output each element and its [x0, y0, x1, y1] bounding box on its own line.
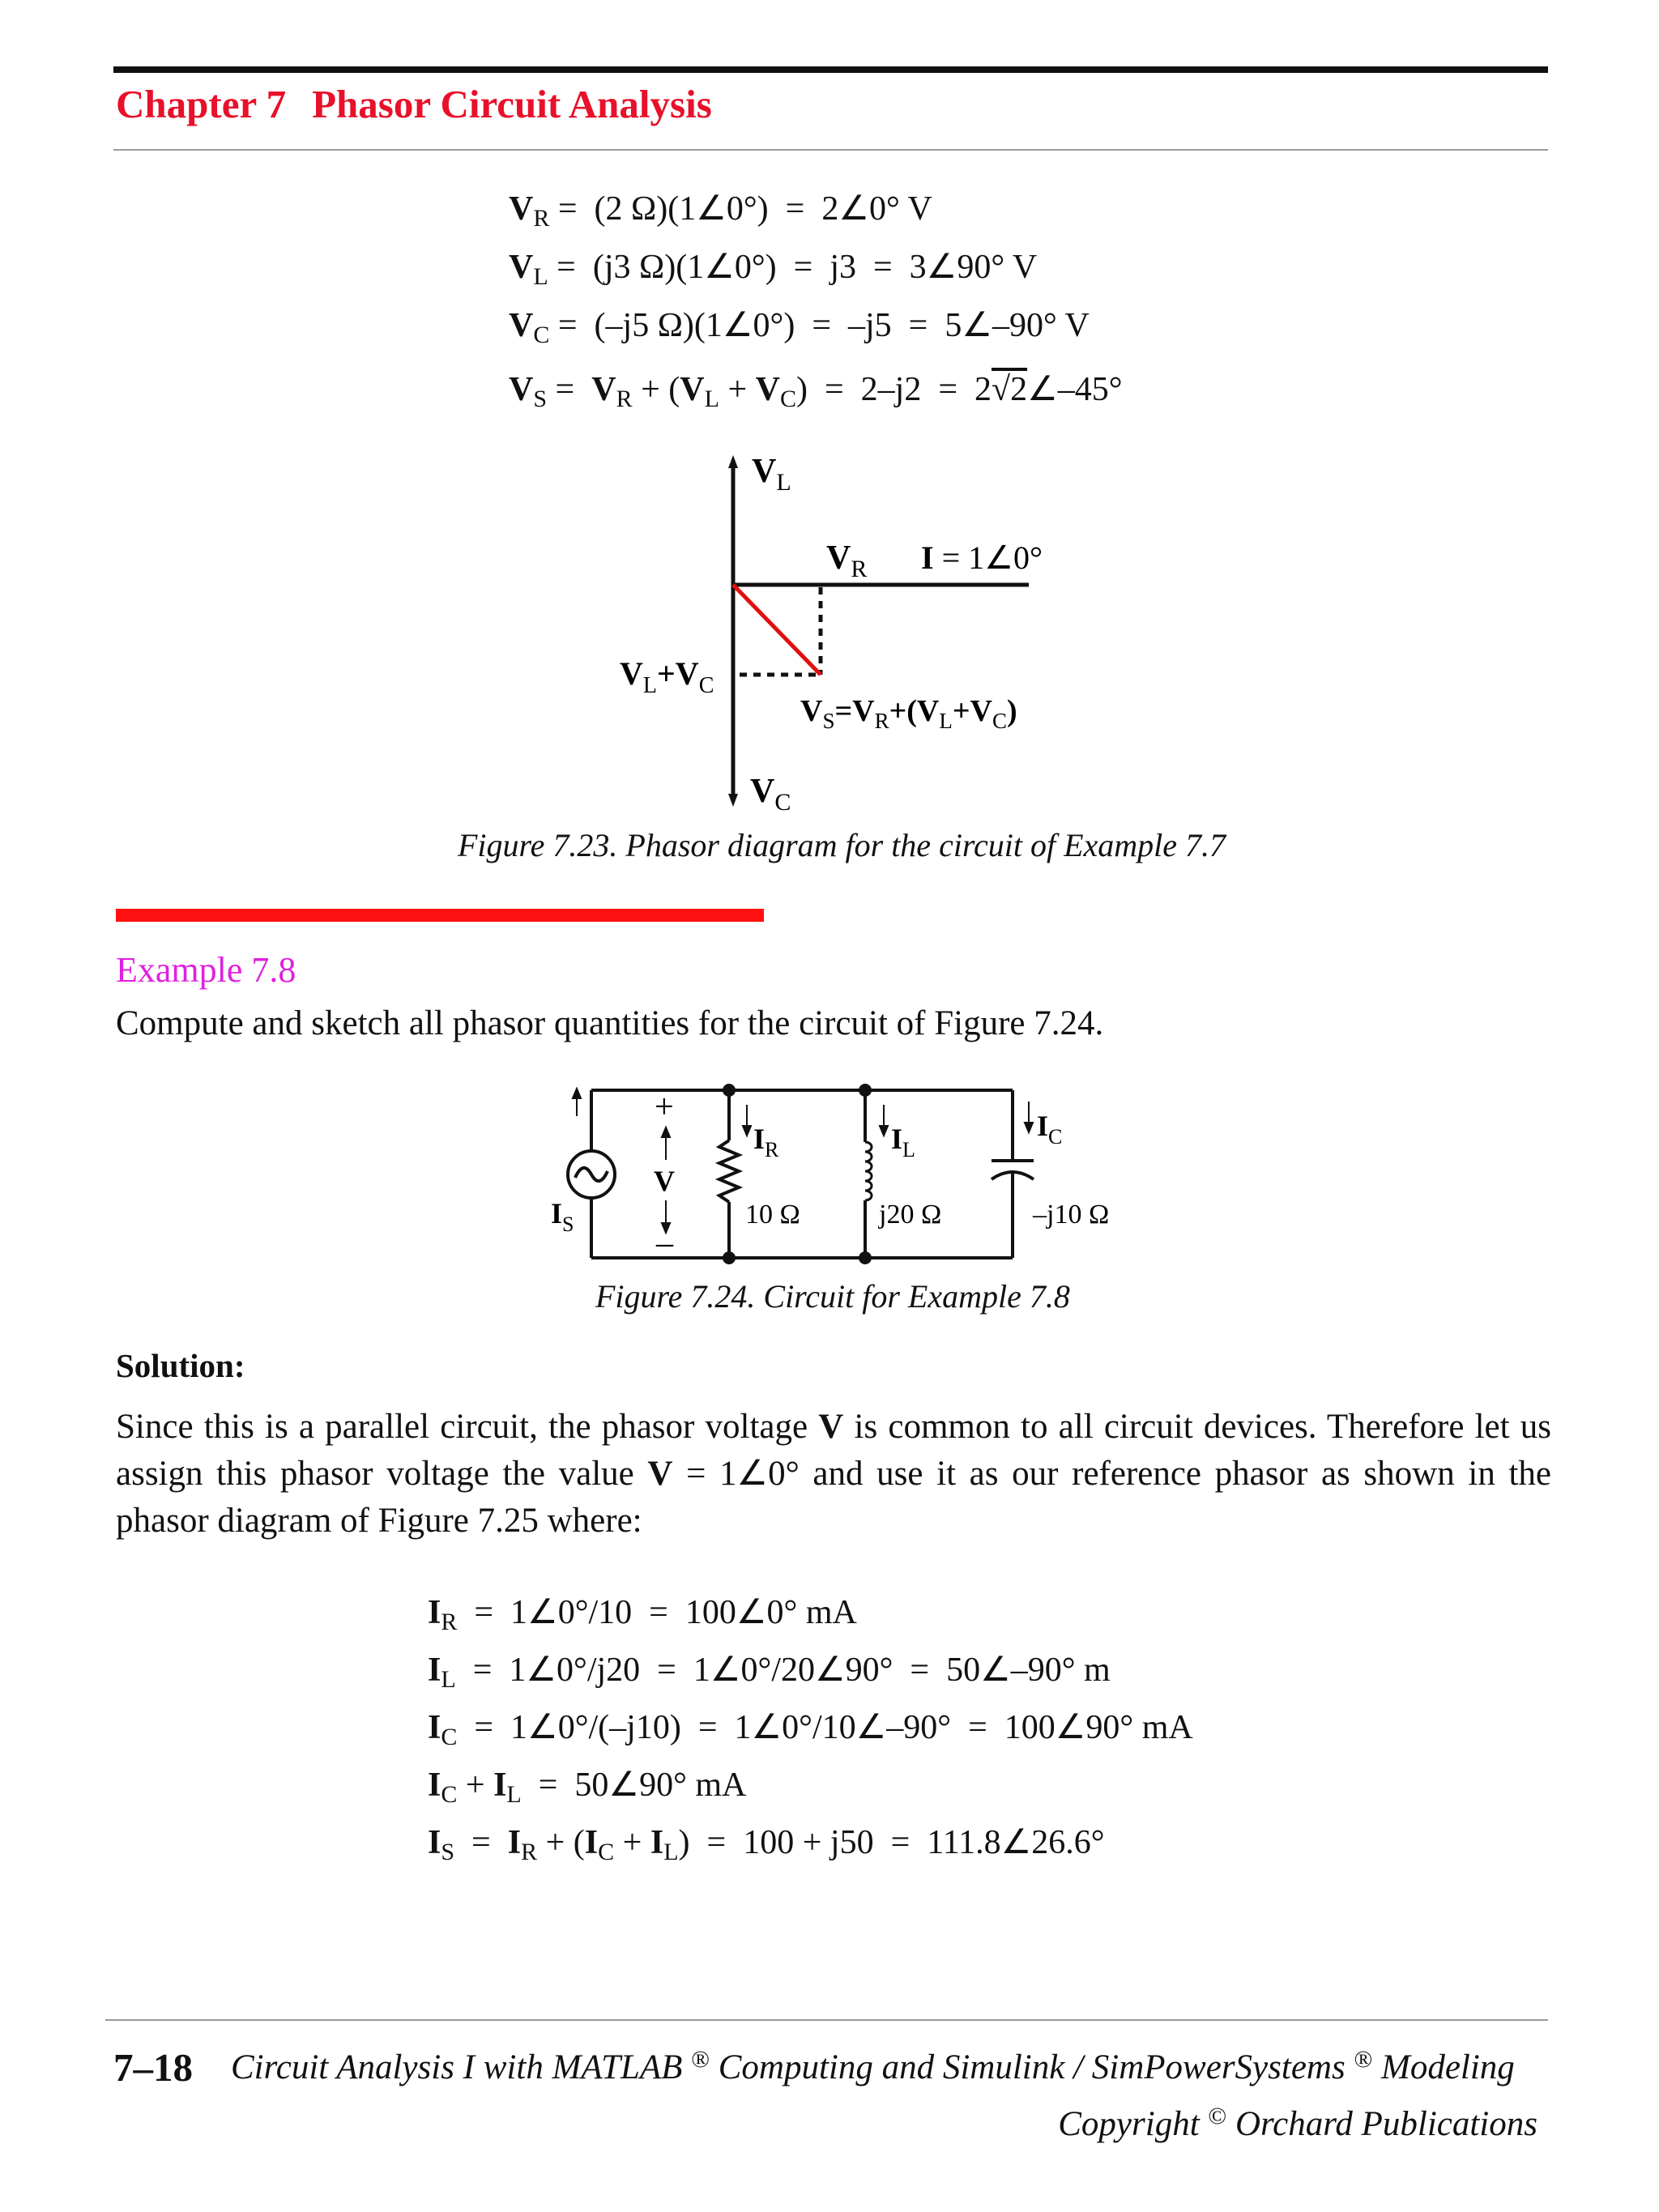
- v-plus-sign: +: [655, 1089, 674, 1126]
- vc-arrowhead: [728, 794, 738, 807]
- example-title: Example 7.8: [116, 950, 296, 990]
- l-value: j20 Ω: [879, 1200, 942, 1230]
- equation-is: $I_S = I_R + (I_C + I_L) = 100 + j50$ = 111.8∠26.6°: [428, 1824, 1105, 1865]
- label-current: I = 1∠0°: [921, 539, 1043, 576]
- figure-7-24-caption: Figure 7.24. Circuit for Example 7.8: [595, 1278, 1070, 1315]
- equation-ir: $I_R$ = 1∠0°/10 = 100∠0° mA: [428, 1594, 857, 1635]
- ic-arrow-head: [1025, 1123, 1033, 1132]
- chapter-title: Phasor Circuit Analysis: [312, 82, 712, 126]
- header-top-bar: [113, 66, 1548, 73]
- circuit-diagram: [535, 1077, 1150, 1272]
- label-vl: $V_L$: [752, 453, 791, 496]
- footer-copyright: Copyright © Orchard Publications: [1058, 2103, 1537, 2143]
- header-rule: [113, 149, 1548, 151]
- registered-mark: ®: [1354, 2046, 1373, 2073]
- solution-heading: Solution:: [116, 1347, 245, 1384]
- example-red-bar: [116, 909, 764, 922]
- equation-il: $I_L$ = 1∠0°/j20 = 1∠0°/20∠90° = 50∠–90° m: [428, 1652, 1111, 1693]
- c-value: –j10 Ω: [1033, 1200, 1110, 1230]
- ac-wave-icon: [575, 1168, 608, 1181]
- example-statement: Compute and sketch all phasor quantities for the circuit of Figure 7.24.: [116, 1004, 1104, 1042]
- footer-rule: [105, 2019, 1548, 2021]
- resistor-zigzag: [719, 1140, 739, 1202]
- r-value: 10 Ω: [745, 1200, 800, 1230]
- label-vc: $V_C$: [750, 773, 791, 816]
- ir-arrow-head: [743, 1126, 751, 1136]
- figure-7-23-caption: Figure 7.23. Phasor diagram for the circuit of Example 7.7: [458, 827, 1226, 863]
- v-minus-sign: –: [656, 1225, 673, 1262]
- equation-vs: $V_S = V_R + (V_L + V_C) = 2-j2$ = 2√2∠–45°: [509, 371, 1123, 412]
- node-dot: [723, 1084, 736, 1097]
- vl-arrowhead: [728, 455, 738, 468]
- v-label: V: [654, 1165, 675, 1197]
- chapter-heading: [116, 81, 712, 127]
- registered-mark: ®: [691, 2046, 710, 2073]
- equation-vr: $V_R = (2$ Ω)(1∠0°) = 2∠0° V: [509, 190, 932, 232]
- is-label: $I_S$: [551, 1197, 574, 1236]
- solution-paragraph: Since this is a parallel circuit, the phasor voltage V is common to all circuit devices. Therefore let us assign this phasor voltage the value V = 1∠0° and use it as our reference phasor as shown in the phasor diagram of Figure 7.25 where:: [116, 1408, 1551, 1540]
- label-vs-sum: $V_S=V_R+(V_L+V_C)$: [800, 694, 1017, 733]
- source-arrow-head: [573, 1089, 581, 1098]
- inductor-coil: [865, 1142, 872, 1200]
- node-dot: [723, 1251, 736, 1264]
- label-vr: $V_R$: [826, 539, 868, 582]
- chapter-number: Chapter 7: [116, 82, 287, 126]
- label-vl-plus-vc: $V_L+V_C$: [620, 655, 714, 698]
- il-label: $I_L$: [891, 1123, 915, 1161]
- equation-ic-plus-il: $I_C + I_L$ = 50∠90° mA: [428, 1767, 747, 1808]
- equation-ic: $I_C$ = 1∠0°/(–j10) = 1∠0°/10∠–90° = 100∠90° mA: [428, 1709, 1193, 1750]
- node-dot: [859, 1084, 872, 1097]
- voltage-arrow-up-head: [662, 1127, 670, 1137]
- copyright-symbol: ©: [1208, 2103, 1227, 2129]
- ir-label: $I_R$: [753, 1123, 779, 1161]
- il-arrow-head: [880, 1126, 888, 1136]
- ic-label: $I_C$: [1037, 1110, 1063, 1149]
- phasor-diagram: [567, 445, 1134, 818]
- equation-vl: $V_L = (j3$ Ω)(1∠0°) = j3 = 3∠90° V: [509, 249, 1038, 290]
- equation-vc: $V_C = (-j5$ Ω)(1∠0°) = –j5 = 5∠–90° V: [509, 307, 1090, 348]
- page-number: 7–18: [113, 2045, 193, 2090]
- footer-book-title: Circuit Analysis I with MATLAB ® Computing and Simulink / SimPowerSystems ® Modeling: [231, 2046, 1515, 2086]
- vs-phasor-line: [733, 585, 821, 675]
- node-dot: [859, 1251, 872, 1264]
